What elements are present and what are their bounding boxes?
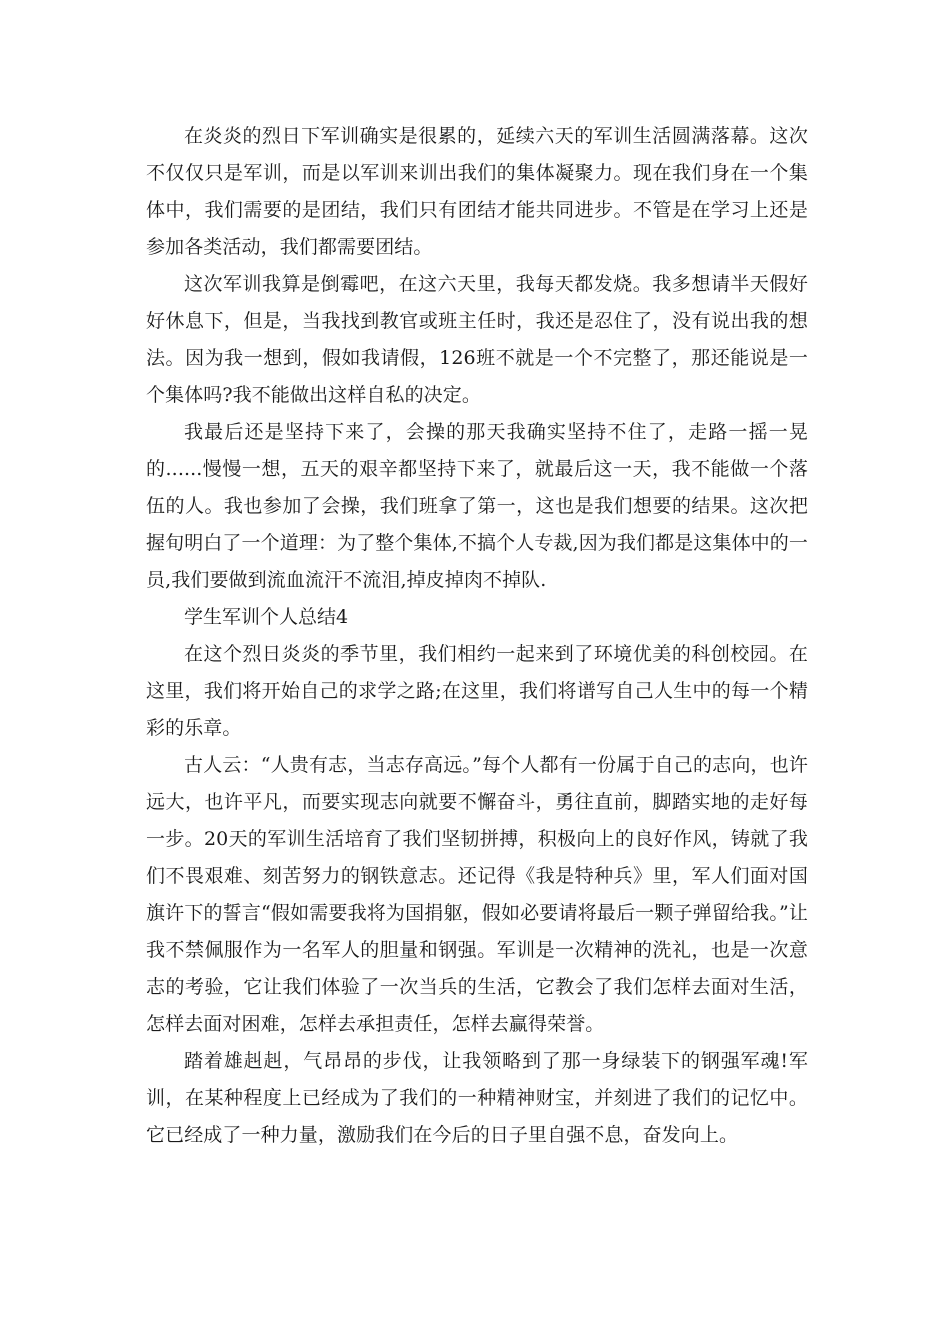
paragraph-5: 古人云：“人贵有志，当志存高远。”每个人都有一份属于自己的志向，也许远大，也许平凡，而要实现志向就要不懈奋斗，勇往直前，脚踏实地的走好每一步。20天的军训生活培育了我们坚韧拼搏，积极向上的良好作风，铸就了我们不畏艰难、刻苦努力的钢铁意志。还记得《我是特种兵》里，军人们面对国旗许下的誓言“假如需要我将为国捐躯，假如必要请将最后一颗子弹留给我。”让我不禁佩服作为一名军人的胆量和钢强。军训是一次精神的洗礼，也是一次意志的考验，它让我们体验了一次当兵的生活，它教会了我们怎样去面对生活，怎样去面对困难，怎样去承担责任，怎样去赢得荣誉。 (146, 754, 808, 1035)
paragraph-4: 在这个烈日炎炎的季节里，我们相约一起来到了环境优美的科创校园。在这里，我们将开始自己的求学之路;在这里，我们将谱写自己人生中的每一个精彩的乐章。 (146, 643, 808, 739)
paragraph-6: 踏着雄赳赳，气昂昂的步伐，让我领略到了那一身绿装下的钢强军魂!军训，在某种程度上已经成为了我们的一种精神财宝，并刻进了我们的记忆中。它已经成了一种力量，激励我们在今后的日子里自强不息，奋发向上。 (146, 1050, 808, 1146)
document-body (146, 118, 808, 1154)
section-heading: 学生军训个人总结4 (184, 606, 349, 628)
paragraph-2: 这次军训我算是倒霉吧，在这六天里，我每天都发烧。我多想请半天假好好休息下，但是，当我找到教官或班主任时，我还是忍住了，没有说出我的想法。因为我一想到，假如我请假，126班不就是一个不完整了，那还能说是一个集体吗?我不能做出这样自私的决定。 (146, 273, 808, 406)
paragraph-1: 在炎炎的烈日下军训确实是很累的，延续六天的军训生活圆满落幕。这次不仅仅只是军训，而是以军训来训出我们的集体凝聚力。现在我们身在一个集体中，我们需要的是团结，我们只有团结才能共同进步。不管是在学习上还是参加各类活动，我们都需要团结。 (146, 125, 808, 258)
paragraph-3: 我最后还是坚持下来了，会操的那天我确实坚持不住了，走路一摇一晃的......慢慢一想，五天的艰辛都坚持下来了，就最后这一天，我不能做一个落伍的人。我也参加了会操，我们班拿了第一，这也是我们想要的结果。这次把握旬明白了一个道理：为了整个集体,不搞个人专裁,因为我们都是这集体中的一员,我们要做到流血流汗不流泪,掉皮掉肉不掉队. (146, 421, 808, 591)
